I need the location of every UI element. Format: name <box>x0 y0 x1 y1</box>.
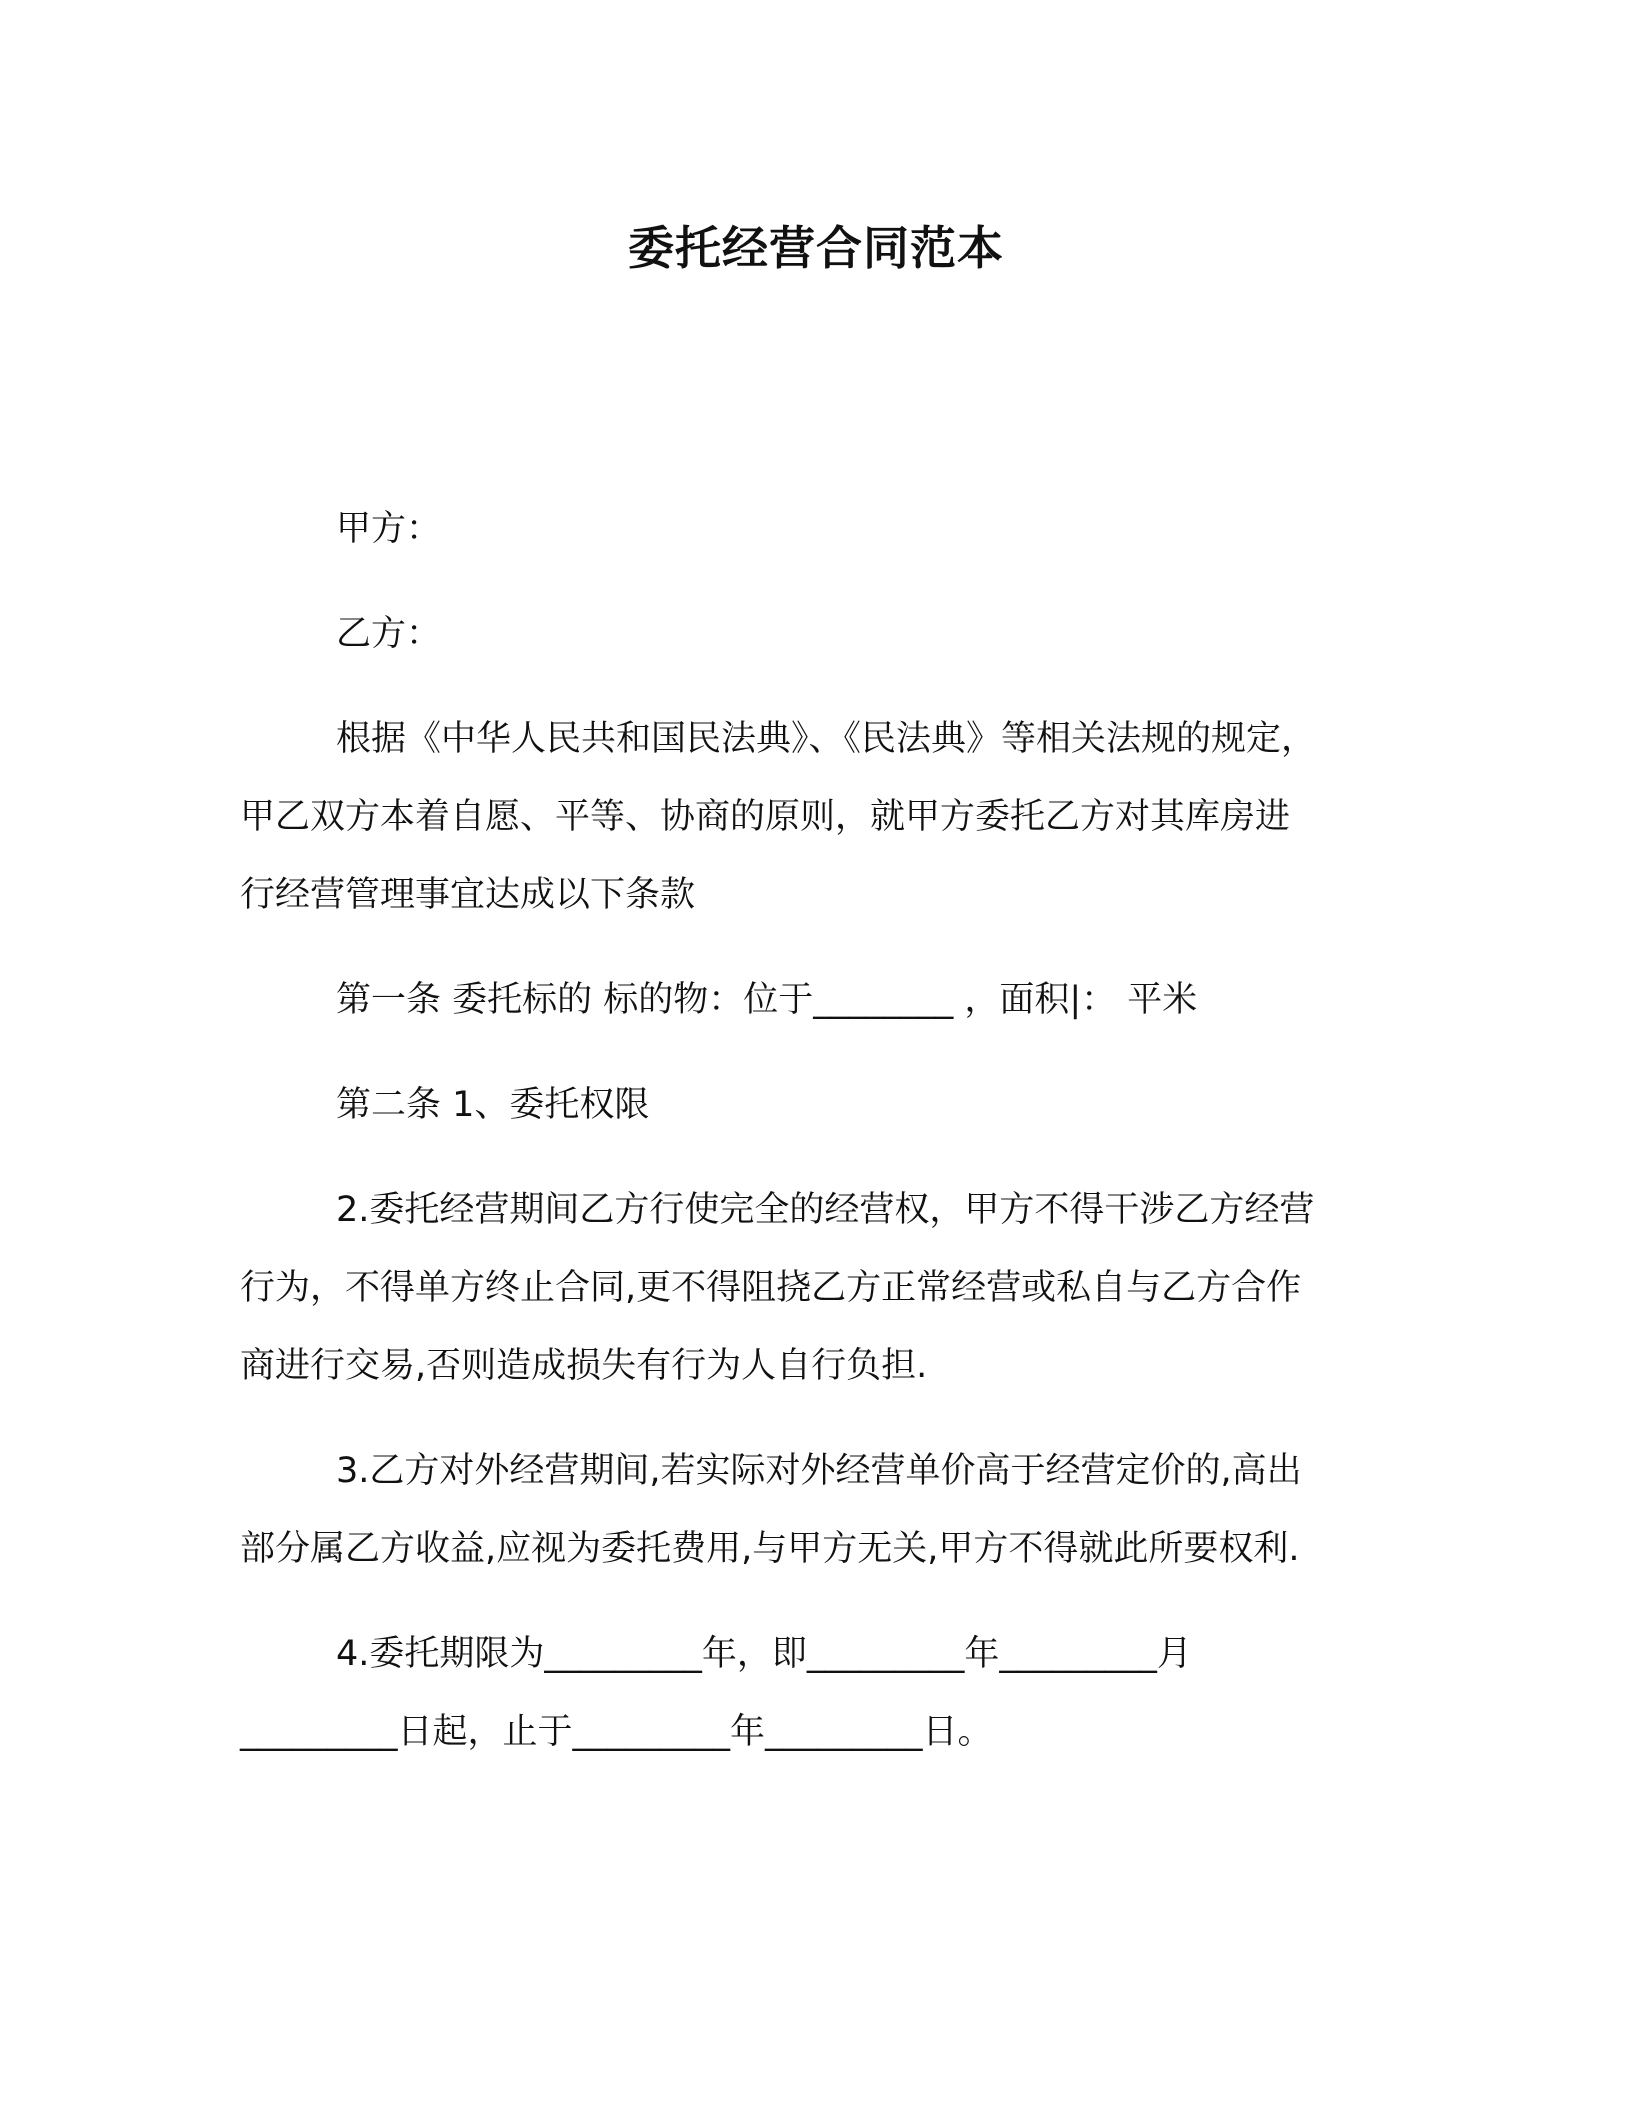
party-a-line: 甲方： <box>336 509 442 549</box>
preamble-paragraph <box>240 700 1420 934</box>
clause-2-line: 行为，不得单方终止合同,更不得阻挠乙方正常经营或私自与乙方合作 <box>240 1268 1302 1308</box>
clause-3-line: 3.乙方对外经营期间,若实际对外经营单价高于经营定价的,高出 <box>336 1451 1302 1491</box>
clause-4-line: 4.委托期限为_________年，即_________年_________月 <box>336 1634 1192 1674</box>
clause-2-line: 2.委托经营期间乙方行使完全的经营权，甲方不得干涉乙方经营 <box>336 1190 1315 1230</box>
preamble-line: 甲乙双方本着自愿、平等、协商的原则，就甲方委托乙方对其库房进 <box>240 797 1291 837</box>
document-title: 委托经营合同范本 <box>628 221 1004 275</box>
clause-2-paragraph <box>240 1171 1420 1405</box>
document-body <box>240 490 1420 1798</box>
clause-3-paragraph <box>240 1432 1420 1588</box>
clause-4-line: _________日起，止于_________年_________日。 <box>240 1712 993 1752</box>
party-b-line: 乙方： <box>336 614 442 654</box>
article-2: 第二条 1、委托权限 <box>336 1085 650 1125</box>
preamble-line: 根据《中华人民共和国民法典》、《民法典》等相关法规的规定， <box>336 719 1317 759</box>
article-1: 第一条 委托标的 标的物：位于________ ，面积|： 平米 <box>336 980 1198 1020</box>
clause-3-line: 部分属乙方收益,应视为委托费用,与甲方无关,甲方不得就此所要权利. <box>240 1529 1300 1569</box>
clause-2-line: 商进行交易,否则造成损失有行为人自行负担. <box>240 1346 928 1386</box>
clause-4-paragraph <box>240 1615 1420 1771</box>
preamble-line: 行经营管理事宜达成以下条款 <box>240 875 696 915</box>
